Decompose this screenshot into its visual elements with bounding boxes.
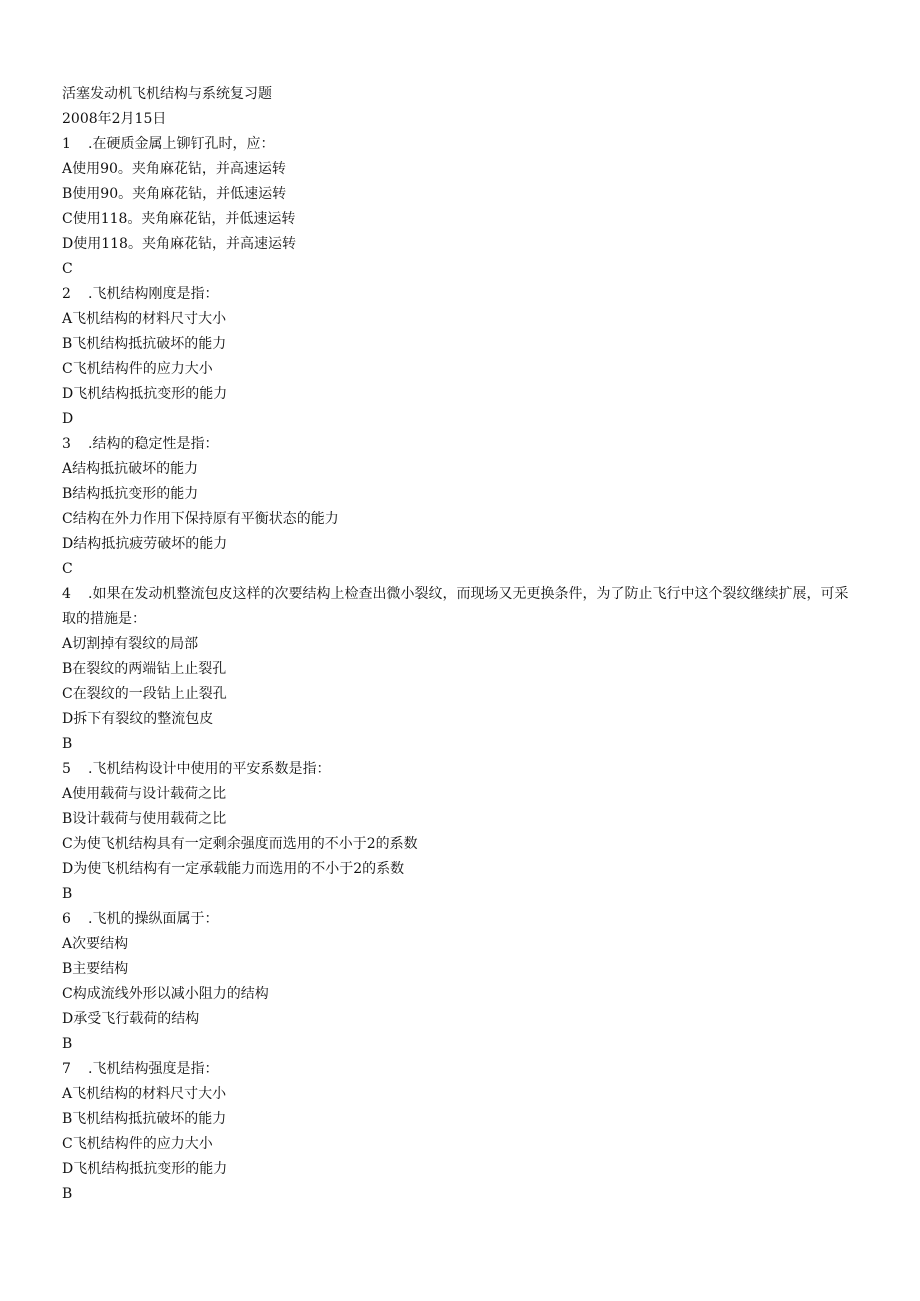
question-block	[62, 132, 862, 282]
answer-key: C	[62, 261, 73, 277]
answer-option: B在裂纹的两端钻上止裂孔	[62, 661, 227, 677]
question-number: 5	[62, 761, 71, 777]
document-body	[62, 82, 862, 1207]
question-number: 1	[62, 136, 71, 152]
question-text: .结构的稳定性是指：	[88, 436, 219, 452]
question-stem	[62, 1057, 862, 1082]
answer-option: C构成流线外形以减小阻力的结构	[62, 986, 269, 1002]
answer-option: C在裂纹的一段钻上止裂孔	[62, 686, 227, 702]
answer-option: B飞机结构抵抗破坏的能力	[62, 1111, 227, 1127]
answer-option: A使用90。夹角麻花钻，并高速运转	[62, 161, 286, 177]
question-stem	[62, 132, 862, 157]
question-text: .飞机结构刚度是指：	[88, 286, 219, 302]
answer-option: D拆下有裂纹的整流包皮	[62, 711, 214, 727]
question-number: 2	[62, 286, 71, 302]
answer-option: B主要结构	[62, 961, 129, 977]
answer-option: A使用载荷与设计载荷之比	[62, 786, 227, 802]
answer-option: C为使飞机结构具有一定剩余强度而选用的不小于2的系数	[62, 836, 418, 852]
answer-option: D飞机结构抵抗变形的能力	[62, 386, 228, 402]
question-number: 4	[62, 586, 71, 602]
answer-key: B	[62, 1036, 73, 1052]
answer-option: B飞机结构抵抗破坏的能力	[62, 336, 227, 352]
answer-option: C结构在外力作用下保持原有平衡状态的能力	[62, 511, 339, 527]
question-stem	[62, 757, 862, 782]
question-stem	[62, 432, 862, 457]
answer-option: D结构抵抗疲劳破坏的能力	[62, 536, 228, 552]
answer-key: B	[62, 736, 73, 752]
answer-option: D承受飞行载荷的结构	[62, 1011, 200, 1027]
answer-option: A结构抵抗破坏的能力	[62, 461, 199, 477]
question-block	[62, 907, 862, 1057]
document-title: 活塞发动机飞机结构与系统复习题	[62, 86, 272, 102]
answer-option: A切割掉有裂纹的局部	[62, 636, 199, 652]
question-stem	[62, 907, 862, 932]
question-block	[62, 282, 862, 432]
question-stem	[62, 282, 862, 307]
question-number: 6	[62, 911, 71, 927]
question-block	[62, 757, 862, 907]
answer-option: A次要结构	[62, 936, 129, 952]
answer-option: D使用118。夹角麻花钻，并高速运转	[62, 236, 296, 252]
answer-key: B	[62, 1186, 73, 1202]
question-text: .飞机结构强度是指：	[88, 1061, 219, 1077]
answer-option: C飞机结构件的应力大小	[62, 1136, 213, 1152]
question-text: .飞机的操纵面属于：	[88, 911, 219, 927]
question-stem	[62, 582, 862, 632]
answer-option: D飞机结构抵抗变形的能力	[62, 1161, 228, 1177]
answer-option: B结构抵抗变形的能力	[62, 486, 199, 502]
question-text: .在硬质金属上铆钉孔时，应：	[88, 136, 275, 152]
question-block	[62, 582, 862, 757]
answer-key: C	[62, 561, 73, 577]
answer-option: A飞机结构的材料尺寸大小	[62, 311, 227, 327]
question-list	[62, 132, 862, 1207]
answer-option: A飞机结构的材料尺寸大小	[62, 1086, 227, 1102]
question-number: 3	[62, 436, 71, 452]
answer-key: D	[62, 411, 74, 427]
answer-key: B	[62, 886, 73, 902]
question-block	[62, 432, 862, 582]
document-date: 2008年2月15日	[62, 111, 167, 127]
question-number: 7	[62, 1061, 71, 1077]
answer-option: B设计载荷与使用载荷之比	[62, 811, 227, 827]
question-text: .如果在发动机整流包皮这样的次要结构上检查出微小裂纹，而现场又无更换条件，为了防止飞行中这个裂纹继续扩展，可采取的措施是：	[62, 586, 849, 627]
answer-option: D为使飞机结构有一定承载能力而选用的不小于2的系数	[62, 861, 405, 877]
question-block	[62, 1057, 862, 1207]
answer-option: B使用90。夹角麻花钻，并低速运转	[62, 186, 287, 202]
question-text: .飞机结构设计中使用的平安系数是指：	[88, 761, 331, 777]
answer-option: C飞机结构件的应力大小	[62, 361, 213, 377]
answer-option: C使用118。夹角麻花钻，并低速运转	[62, 211, 296, 227]
